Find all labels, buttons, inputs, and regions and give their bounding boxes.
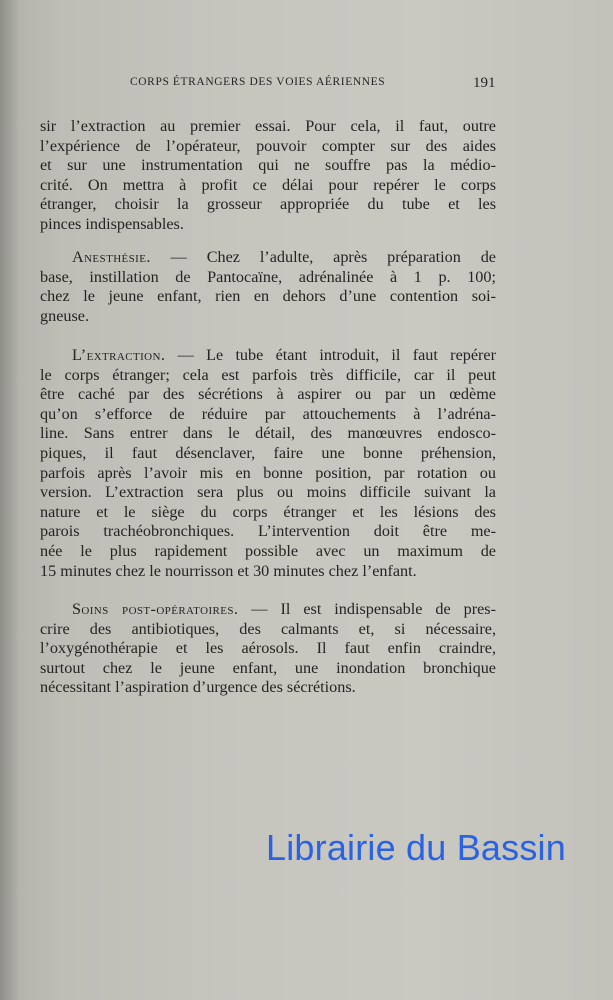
text-line: le corps étranger; cela est parfois très difficile, car il peut [40,365,496,384]
section-heading-soins: Soins post-opératoires. [72,600,239,618]
text-line: gneuse. [40,306,89,325]
paragraph-intro [40,117,496,235]
text-line: crire des antibiotiques, des calmants et, si nécessaire, [40,619,496,638]
text-line: née le plus rapidement possible avec un maximum de [40,541,496,560]
watermark-text: Librairie du Bassin [266,827,566,868]
text-line: crité. On mettra à profit ce délai pour repérer le corps [40,175,496,194]
text-line: line. Sans entrer dans le détail, des manœuvres endosco- [40,424,496,443]
text-line: étranger, choisir la grosseur appropriée du tube et les [40,195,496,214]
text-line: qu’on s’efforce de réduire par attouchements à l’adréna- [40,404,496,423]
text-line: version. L’extraction sera plus ou moins difficile suivant la [40,483,496,502]
paragraph-anesthesie [40,248,496,326]
text-line-with-heading [40,600,496,620]
text-line: — Il est indispensable de pres- [238,600,496,618]
text-line: — Le tube étant introduit, il faut repérer [165,346,496,364]
paragraph-extraction [40,346,496,581]
text-line: parfois après l’avoir mis en bonne position, par rotation ou [40,463,496,482]
text-line: l’expérience de l’opérateur, pouvoir compter sur des aides [40,136,496,155]
page-edge-shadow [0,0,20,1000]
running-head: CORPS ÉTRANGERS DES VOIES AÉRIENNES [130,76,386,88]
text-line: sir l’extraction au premier essai. Pour cela, il faut, outre [40,117,496,135]
text-line: surtout chez le jeune enfant, une inondation bronchique [40,658,496,677]
paragraph-soins [40,600,496,698]
section-heading-anesthesie: Anesthésie. [72,248,151,266]
text-line: pinces indispensables. [40,214,184,233]
text-line: et sur une instrumentation qui ne souffre pas la médio- [40,156,496,175]
text-line: être caché par des sécrétions à aspirer ou par un œdème [40,385,496,404]
text-line: nécessitant l’aspiration d’urgence des sécrétions. [40,678,356,697]
text-line: — Chez l’adulte, après préparation de [150,248,496,266]
text-line: l’oxygénothérapie et les aérosols. Il faut enfin craindre, [40,639,496,658]
text-line: piques, il faut désenclaver, faire une bonne préhension, [40,443,496,462]
text-line: base, instillation de Pantocaïne, adrénalinée à 1 p. 100; [40,267,496,286]
section-heading-extraction: L’extraction. [72,346,166,364]
text-line-with-heading [40,248,496,268]
page-number: 191 [473,75,496,91]
text-line-with-heading [40,346,496,366]
text-line: nature et le siège du corps étranger et les lésions des [40,502,496,521]
text-line: chez le jeune enfant, rien en dehors d’une contention soi- [40,287,496,306]
text-line: 15 minutes chez le nourrisson et 30 minutes chez l’enfant. [40,561,417,580]
text-line: parois trachéobronchiques. L’intervention doit être me- [40,522,496,541]
